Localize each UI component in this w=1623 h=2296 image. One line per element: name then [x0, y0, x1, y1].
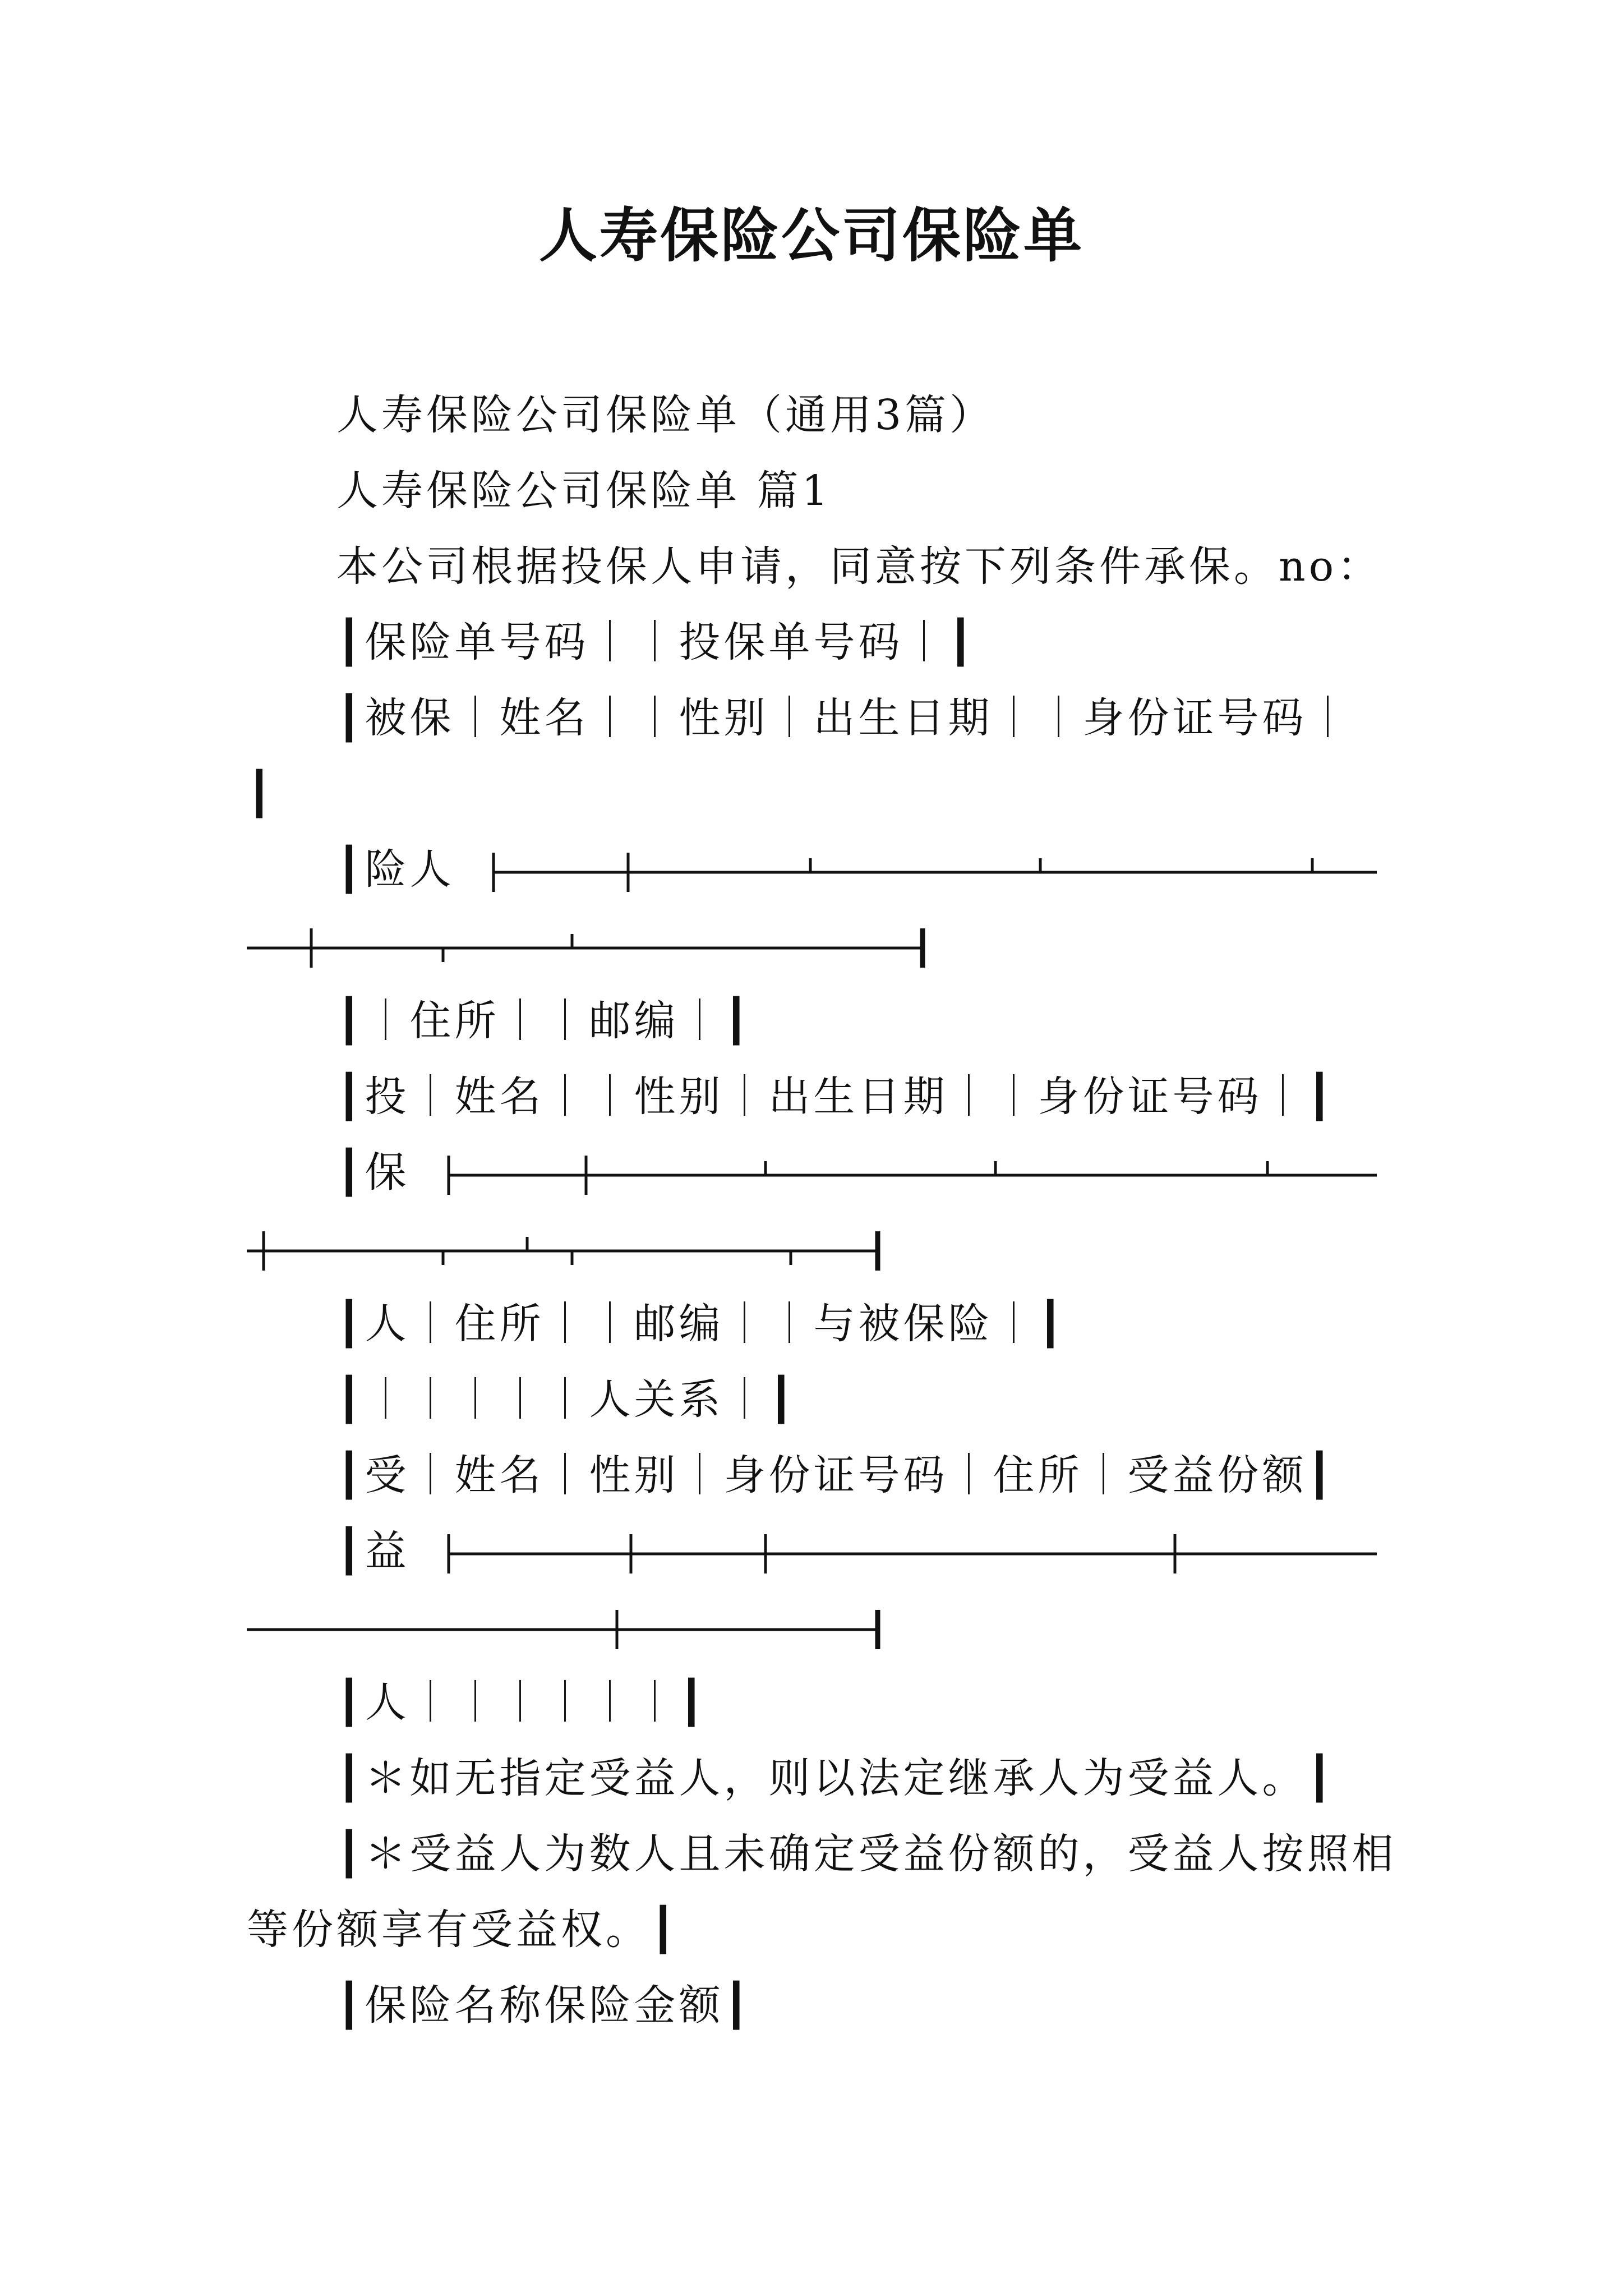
beneficiary-row-1: ┃受｜姓名｜性别｜身份证号码｜住所｜受益份额┃	[336, 1451, 1336, 1499]
applicant-row-1: ┃投｜姓名｜｜性别｜出生日期｜｜身份证号码｜┃	[336, 1073, 1336, 1121]
insured-row-1-wrap: ┃	[247, 770, 275, 818]
coverage-header-row: ┃保险名称保险金额┃	[336, 1981, 753, 2030]
section-heading: 人寿保险公司保险单 篇1	[336, 467, 832, 515]
intro-line: 本公司根据投保人申请，同意按下列条件承保。no：	[336, 542, 1382, 591]
note-line-2-wrap: 等份额享有受益权。┃	[247, 1906, 679, 1954]
insured-row-1: ┃被保｜姓名｜｜性别｜出生日期｜｜身份证号码｜	[336, 694, 1352, 742]
note-line-1: ┃＊如无指定受益人，则以法定继承人为受益人。┃	[336, 1754, 1336, 1802]
insured-address-row: ┃｜住所｜｜邮编｜┃	[336, 997, 753, 1045]
subtitle-line: 人寿保险公司保险单（通用3篇）	[336, 391, 995, 439]
note-line-2: ┃＊受益人为数人且未确定受益份额的，受益人按照相	[336, 1830, 1397, 1878]
applicant-row-3: ┃人｜住所｜｜邮编｜｜与被保险｜┃	[336, 1300, 1067, 1348]
applicant-row-2: ┃保	[336, 1148, 410, 1197]
applicant-row-4: ┃｜｜｜｜｜人关系｜┃	[336, 1375, 797, 1424]
page-title: 人寿保险公司保险单	[538, 201, 1084, 270]
beneficiary-row-2: ┃益	[336, 1527, 410, 1575]
insured-row-2: ┃险人	[336, 845, 455, 894]
beneficiary-row-3: ┃人｜｜｜｜｜｜┃	[336, 1678, 708, 1727]
policy-number-row: ┃保险单号码｜｜投保单号码｜┃	[336, 618, 977, 666]
